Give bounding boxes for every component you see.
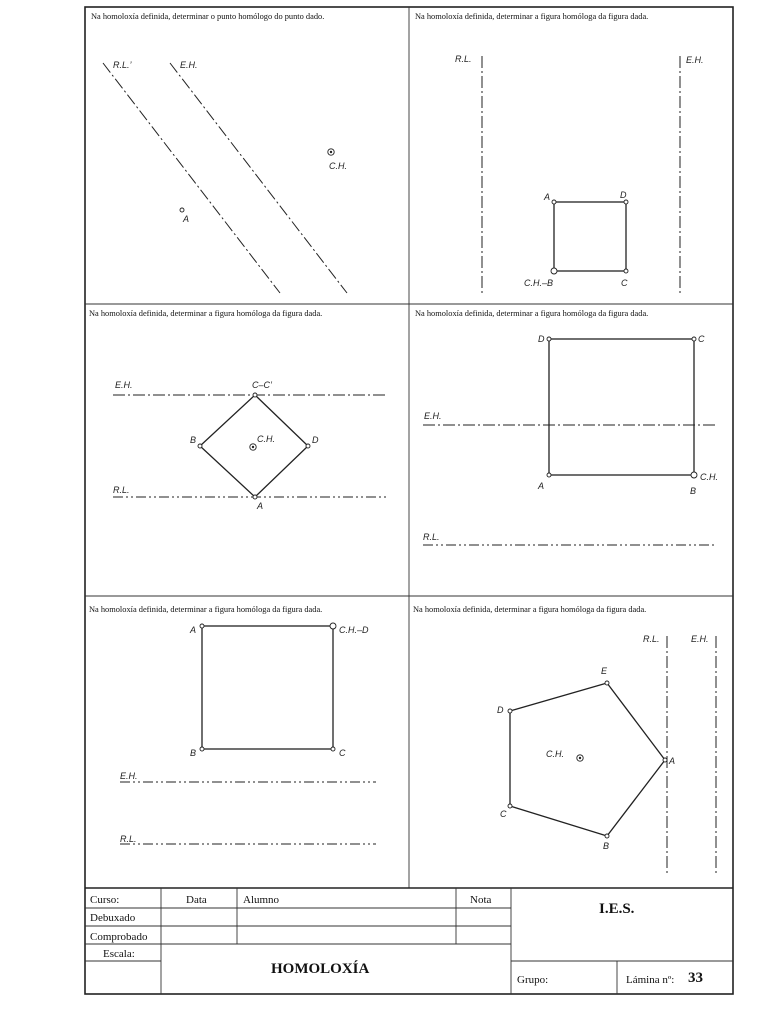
panel-3-vertex-cc <box>253 393 257 397</box>
panel-5-chd-label: C.H.–D <box>339 625 369 635</box>
panel-6-pentagon <box>510 683 665 836</box>
panel-3-d-label: D <box>312 435 319 445</box>
panel-5-c-label: C <box>339 748 346 758</box>
title-block-curso: Curso: <box>90 894 120 906</box>
panel-6-a-label: A <box>669 756 676 766</box>
panel-6-b-label: B <box>603 841 610 851</box>
panel-4-rl-label: R.L. <box>423 532 440 542</box>
title-block <box>85 888 733 994</box>
panel-4-b-label: B <box>690 486 697 496</box>
title-block-nota: Nota <box>470 894 492 906</box>
panel-2-vertex-a <box>552 200 556 204</box>
title-block-data: Data <box>186 894 207 906</box>
title-block-escala: Escala: <box>103 948 135 960</box>
panel-1-point-a <box>180 208 184 212</box>
panel-6-vertex-a <box>663 758 667 762</box>
panel-5-vertex-chd <box>330 623 336 629</box>
panel-6-vertex-c <box>508 804 512 808</box>
panel-2-vertex-chb <box>551 268 557 274</box>
panel-3-cc-label: C–C’ <box>252 380 273 390</box>
panel-2-rl-label: R.L. <box>455 54 472 64</box>
panel-2-square <box>554 202 626 271</box>
panel-5-prompt: Na homoloxía definida, determinar a figura homóloga da figura dada. <box>89 605 323 614</box>
panel-6-prompt: Na homoloxía definida, determinar a figura homóloga da figura dada. <box>413 605 647 614</box>
panel-2-eh-label: E.H. <box>686 55 704 65</box>
panel-6-rl-label: R.L. <box>643 634 660 644</box>
panel-1 <box>91 12 347 293</box>
panel-4-eh-label: E.H. <box>424 411 442 421</box>
title-block-lamina-number: 33 <box>688 970 703 986</box>
panel-6-eh-label: E.H. <box>691 634 709 644</box>
panel-3-b-label: B <box>190 435 197 445</box>
panel-5-vertex-b <box>200 747 204 751</box>
panel-2-vertex-c <box>624 269 628 273</box>
panel-6-ch-point <box>577 755 583 761</box>
panel-4-prompt: Na homoloxía definida, determinar a figura homóloga da figura dada. <box>415 309 649 318</box>
panel-1-rl-label: R.L.’ <box>113 60 132 70</box>
panel-2-d-label: D <box>620 190 627 200</box>
panel-3-rl-label: R.L. <box>113 485 130 495</box>
panel-3-vertex-b <box>198 444 202 448</box>
panel-4-vertex-a <box>547 473 551 477</box>
panel-5-rl-label: R.L. <box>120 834 137 844</box>
panel-4-square <box>549 339 694 475</box>
panel-4-ch-label: C.H. <box>700 472 718 482</box>
panel-5-b-label: B <box>190 748 197 758</box>
panel-3-ch-label: C.H. <box>257 434 275 444</box>
title-block-school: I.E.S. <box>599 901 635 917</box>
panel-3-vertex-a <box>253 495 257 499</box>
panel-1-eh-label: E.H. <box>180 60 198 70</box>
panel-2-chb-label: C.H.–B <box>524 278 554 288</box>
panel-6-d-label: D <box>497 705 504 715</box>
panel-1-ch-label: C.H. <box>329 161 347 171</box>
panel-5-a-label: A <box>190 625 197 635</box>
panel-3-ch-point <box>250 444 256 450</box>
title-block-debuxado: Debuxado <box>90 912 136 924</box>
panel-2 <box>415 12 704 296</box>
panel-2-prompt: Na homoloxía definida, determinar a figura homóloga da figura dada. <box>415 12 649 21</box>
title-block-title: HOMOLOXÍA <box>271 961 370 977</box>
panel-3-eh-label: E.H. <box>115 380 133 390</box>
panel-6-vertex-e <box>605 681 609 685</box>
panel-5-vertex-a <box>200 624 204 628</box>
title-block-grupo: Grupo: <box>517 974 549 986</box>
panel-5 <box>89 605 376 844</box>
panel-3-a-label: A <box>257 501 264 511</box>
panel-4-c-label: C <box>698 334 705 344</box>
title-block-alumno: Alumno <box>243 894 280 906</box>
panel-4-vertex-c <box>692 337 696 341</box>
panel-1-rl-line <box>103 63 280 293</box>
panel-2-a-label: A <box>544 192 551 202</box>
panel-2-vertex-d <box>624 200 628 204</box>
panel-3-prompt: Na homoloxía definida, determinar a figura homóloga da figura dada. <box>89 309 323 318</box>
panel-2-c-label: C <box>621 278 628 288</box>
panel-4-vertex-b <box>691 472 697 478</box>
panel-6-vertex-b <box>605 834 609 838</box>
panel-4 <box>415 309 718 545</box>
panel-1-prompt: Na homoloxía definida, determinar o punto homólogo do punto dado. <box>91 12 325 21</box>
panel-6-ch-label: C.H. <box>546 749 564 759</box>
panel-3-vertex-d <box>306 444 310 448</box>
panel-5-eh-label: E.H. <box>120 771 138 781</box>
panel-1-eh-line <box>170 63 347 293</box>
panel-6-vertex-d <box>508 709 512 713</box>
title-block-comprobado: Comprobado <box>90 931 148 943</box>
panel-6 <box>413 605 716 874</box>
panel-4-a-label: A <box>538 481 545 491</box>
panel-4-vertex-d <box>547 337 551 341</box>
panel-5-square <box>202 626 333 749</box>
panel-5-vertex-c <box>331 747 335 751</box>
panel-1-ch-point <box>328 149 334 155</box>
panel-3 <box>89 309 387 511</box>
panel-6-e-label: E <box>601 666 608 676</box>
panel-1-a-label: A <box>183 214 190 224</box>
panel-4-d-label: D <box>538 334 545 344</box>
panel-6-c-label: C <box>500 809 507 819</box>
title-block-lamina: Lámina nº: <box>626 974 675 986</box>
